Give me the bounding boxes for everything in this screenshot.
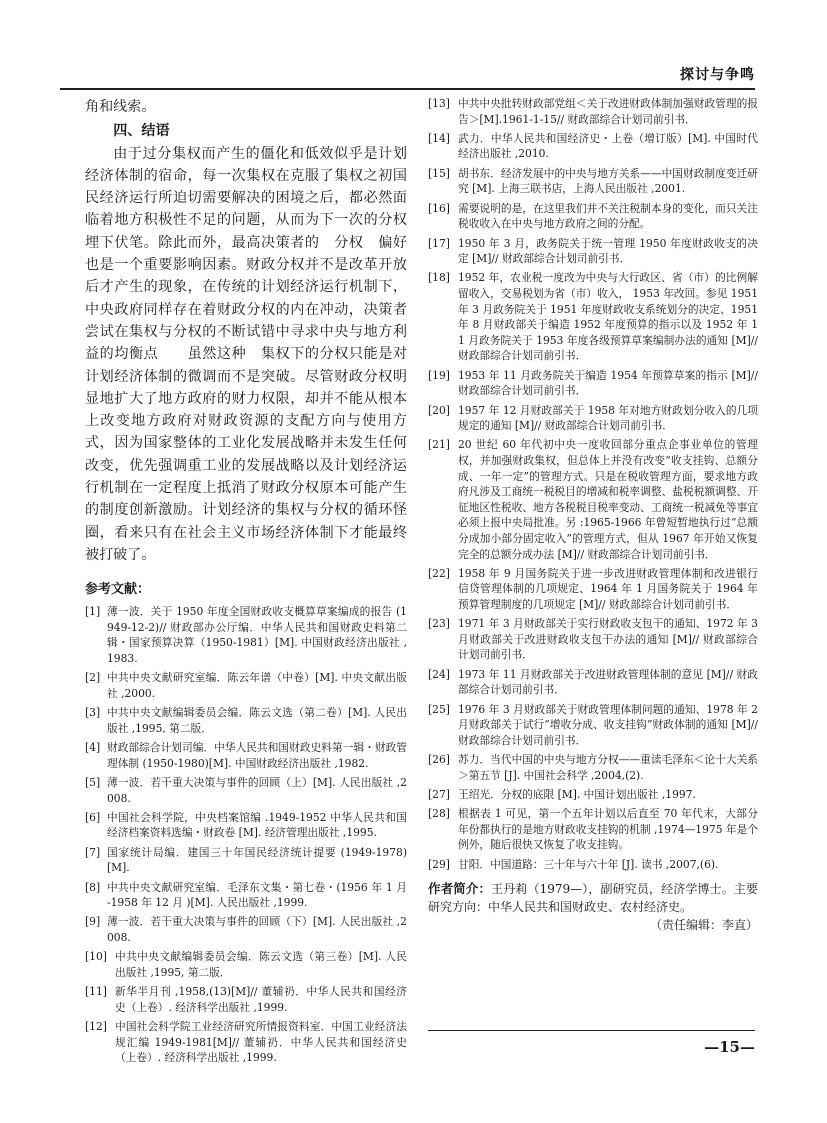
reference-text: 薄一波．若干重大决策与事件的回顾（下）[M]. 人民出版社 ,2008. <box>107 915 407 945</box>
reference-number: [28] <box>428 807 450 821</box>
reference-item <box>428 667 758 698</box>
reference-item <box>85 810 407 841</box>
reference-text: 中共中央文献研究室编．陈云年谱（中卷）[M]. 中央文献出版社 ,2000. <box>107 671 407 700</box>
reference-text: 新华半月刊 ,1958,(13)[M]// 董辅礽．中华人民共和国经济史（上卷）. 经济科学出版社 ,1999. <box>115 985 407 1014</box>
reference-list-right <box>428 96 758 872</box>
reference-text: 根据表 1 可见，第一个五年计划以后直至 70 年代末，大部分年份都执行的是地方财政收支挂钩的机制 ,1974—1975 年是个例外，随后很快又恢复了收支挂钩。 <box>458 807 758 852</box>
reference-number: [19] <box>428 368 450 382</box>
reference-text: 1950 年 3 月，政务院关于统一管理 1950 年度财政收支的决定 [M]// 财政部综合计划司前引书． <box>458 236 758 266</box>
responsible-editor: （责任编辑：李直） <box>649 918 758 933</box>
reference-item <box>85 1019 407 1066</box>
reference-number: [9] <box>85 915 101 929</box>
reference-number: [23] <box>428 617 450 631</box>
reference-text: 1953 年 11 月政务院关于编造 1954 年预算草案的指示 [M]// 财政部综合计划司前引书． <box>458 368 758 398</box>
reference-number: [3] <box>85 706 101 720</box>
reference-text: 苏力．当代中国的中央与地方分权——重读毛泽东＜论十大关系＞第五节 [J]. 中国社会科学 ,2004,(2). <box>458 753 758 782</box>
reference-text: 中国社会科学院工业经济研究所情报资料室．中国工业经济法规汇编 1949-1981[M]// 董辅礽．中华人民共和国经济史（上卷）. 经济科学出版社 ,1999. <box>115 1020 407 1065</box>
reference-item <box>85 604 407 666</box>
author-label: 作者简介： <box>428 881 492 897</box>
reference-text: 国家统计局编．建国三十年国民经济统计提要 (1949-1978) [M]. <box>107 845 407 875</box>
reference-item <box>428 787 758 803</box>
reference-item <box>85 740 407 771</box>
reference-number: [15] <box>428 166 450 180</box>
reference-number: [6] <box>85 810 101 824</box>
reference-item <box>428 403 758 434</box>
reference-item <box>85 670 407 701</box>
reference-text: 20 世纪 60 年代初中央一度收回部分重点企事业单位的管理权，并加强财政集权，但总体上并没有改变“收支挂钩、总额分成、一年一定”的管理方式。只是在税收管理方面，要求地方政府凡涉及工商统一税税目的增减和税率调整、盐税税额调整、开征地区性税收、地方各税税目税率变动、工商统一税减免等事宜必须上报中央局批准。另 :1965-1966 年曾短暂地执行过“总额分成加小部分固定收入”的管理方式，但从 1967 年开始又恢复完全的总额分成办法 [M]// 财政部综合计划司前引书． <box>458 438 758 561</box>
reference-number: [21] <box>428 438 450 452</box>
author-bio <box>428 880 758 916</box>
reference-text: 中共中央文献研究室编．毛泽东文集・第七卷・(1956 年 1 月 -1958 年 12 月 )[M]. 人民出版社 ,1999. <box>107 880 407 910</box>
reference-text: 王绍光．分权的底限 [M]. 中国计划出版社 ,1997. <box>458 787 696 801</box>
reference-text: 武力．中华人民共和国经济史・上卷（增订版）[M]. 中国时代经济出版社 ,2010. <box>458 131 758 161</box>
reference-number: [11] <box>85 985 107 999</box>
reference-number: [20] <box>428 403 450 417</box>
reference-item <box>428 131 758 162</box>
reference-number: [10] <box>85 950 107 964</box>
conclusion-paragraph: 由于过分集权而产生的僵化和低效似乎是计划经济体制的宿命，每一次集权在克服了集权之初国民经济运行所迫切需要解决的困境之后，都必然面临着地方积极性不足的问题，从而为下一次的分权埋下伏笔。除此而外，最高决策者的 分权 偏好也是一个重要影响因素。财政分权并不是改革开放后才产生的现象，在传统的计划经济运行机制下，中央政府同样存在着财政分权的内在冲动，决策者尝试在集权与分权的不断试错中寻求中央与地方利益的均衡点 虽然这种 集权下的分权只能是对计划经济体制的微调而不是突破。尽管财政分权明显地扩大了地方政府的财力权限，却并不能从根本上改变地方政府对财政资源的支配方向与使用方式，因为国家整体的工业化发展战略并未发生任何改变，优先强调重工业的发展战略以及计划经济运行机制在一定程度上抵消了财政分权原本可能产生的制度创新激励。计划经济的集权与分权的循环怪圈，看来只有在社会主义市场经济体制下才能最终被打破了。 <box>85 145 407 563</box>
reference-item <box>85 845 407 876</box>
reference-number: [26] <box>428 753 450 767</box>
left-column <box>85 96 407 1070</box>
reference-item <box>428 166 758 197</box>
reference-item <box>85 949 407 980</box>
reference-number: [27] <box>428 787 450 801</box>
reference-text: 1976 年 3 月财政部关于财政管理体制问题的通知、1978 年 2 月财政部关于试行“增收分成、收支挂钩”财政体制的通知 [M]// 财政部综合计划司前引书． <box>458 702 758 747</box>
reference-number: [29] <box>428 857 450 871</box>
page-number: —15— <box>704 1038 755 1056</box>
reference-item <box>428 270 758 364</box>
reference-item <box>428 437 758 562</box>
reference-number: [8] <box>85 880 101 894</box>
opening-paragraph: 角和线索。 <box>85 99 156 115</box>
reference-text: 薄一波．关于 1950 年度全国财政收支概算草案编成的报告 (1949-12-2)// 财政部办公厅编．中华人民共和国财政史料第二辑・国家预算决算（1950-1981）[M]. 中国财政经济出版社 ,1983. <box>107 605 407 666</box>
reference-item <box>85 880 407 911</box>
reference-item <box>428 752 758 783</box>
reference-text: 中国社会科学院，中央档案馆编 .1949-1952 中华人民共和国经济档案资料选编・财政卷 [M]. 经济管理出版社 ,1995. <box>107 810 407 840</box>
right-column <box>428 96 758 934</box>
reference-item <box>428 702 758 749</box>
reference-text: 1952 年，农业税一度改为中央与大行政区、省（市）的比例解留收入，交易税划为省（市）收入， 1953 年改回。参见 1951 年 3 月政务院关于 1951 年度财政收支系统划分的决定、1951 年 8 月财政部关于编造 1952 年度预算的指示以及 1952 年 11 月政务院关于 1953 年度各级预算草案编制办法的通知 [M]// 财政部综合计划司前引书． <box>458 271 758 363</box>
reference-item <box>428 201 758 232</box>
reference-text: 财政部综合计划司编．中华人民共和国财政史料第一辑・财政管理体制 (1950-1980)[M]. 中国财政经济出版社 ,1982. <box>107 741 407 770</box>
reference-item <box>428 566 758 613</box>
reference-number: [4] <box>85 741 101 755</box>
reference-number: [1] <box>85 605 101 619</box>
reference-item <box>428 806 758 853</box>
reference-number: [5] <box>85 775 101 789</box>
reference-item <box>85 705 407 736</box>
footer-rule <box>428 1030 755 1031</box>
reference-text: 1958 年 9 月国务院关于进一步改进财政管理体制和改进银行信贷管理体制的几项规定、1964 年 1 月国务院关于 1964 年预算管理制度的几项规定 [M]// 财政部综合计划司前引书． <box>458 566 758 611</box>
reference-number: [18] <box>428 271 450 285</box>
reference-item <box>85 914 407 945</box>
reference-number: [12] <box>85 1020 107 1034</box>
reference-item <box>428 616 758 663</box>
author-text: 王丹莉（1979—），副研究员，经济学博士。主要研究方向：中华人民共和国财政史、农村经济史。 <box>428 882 758 915</box>
section-title: 探讨与争鸣 <box>680 67 755 83</box>
reference-item <box>428 857 758 873</box>
reference-number: [22] <box>428 566 450 580</box>
references-heading: 参考文献： <box>85 582 151 598</box>
reference-text: 1973 年 11 月财政部关于改进财政管理体制的意见 [M]// 财政部综合计划司前引书． <box>458 667 758 697</box>
reference-text: 需要说明的是，在这里我们并不关注税制本身的变化，而只关注税收收入在中央与地方政府之间的分配。 <box>458 201 758 231</box>
section-heading: 四、结语 <box>113 123 170 140</box>
reference-item <box>85 775 407 806</box>
reference-text: 1957 年 12 月财政部关于 1958 年对地方财政划分收入的几项规定的通知 [M]// 财政部综合计划司前引书． <box>458 403 758 433</box>
reference-text: 薄一波．若干重大决策与事件的回顾（上）[M]. 人民出版社 ,2008. <box>107 775 407 805</box>
reference-text: 中共中央批转财政部党组＜关于改进财政体制加强财政管理的报告＞[M].1961-1-15// 财政部综合计划司前引书． <box>458 97 758 126</box>
reference-number: [13] <box>428 97 450 110</box>
reference-number: [17] <box>428 236 450 250</box>
reference-list-left <box>85 604 407 1066</box>
reference-text: 中共中央文献编辑委员会编．陈云文选（第三卷）[M]. 人民出版社 ,1995, 第二版． <box>115 950 407 979</box>
reference-item <box>85 984 407 1015</box>
reference-item <box>428 96 758 127</box>
reference-text: 甘阳．中国道路：三十年与六十年 [J]. 读书 ,2007,(6). <box>458 857 719 871</box>
reference-number: [2] <box>85 671 101 685</box>
reference-item <box>428 236 758 267</box>
reference-number: [14] <box>428 131 450 145</box>
reference-number: [24] <box>428 667 450 681</box>
header-rule <box>60 88 755 90</box>
reference-text: 胡书东．经济发展中的中央与地方关系——中国财政制度变迁研究 [M]. 上海三联书店，上海人民出版社 ,2001. <box>458 166 758 196</box>
reference-text: 中共中央文献编辑委员会编．陈云文选（第二卷）[M]. 人民出版社 ,1995, 第二版． <box>107 706 407 735</box>
reference-item <box>428 368 758 399</box>
reference-text: 1971 年 3 月财政部关于实行财政收支包干的通知、1972 年 3 月财政部关于改进财政收支包干办法的通知 [M]// 财政部综合计划司前引书． <box>458 617 758 662</box>
reference-number: [16] <box>428 201 450 215</box>
reference-number: [7] <box>85 845 101 859</box>
page-header <box>0 64 827 90</box>
reference-number: [25] <box>428 702 450 716</box>
